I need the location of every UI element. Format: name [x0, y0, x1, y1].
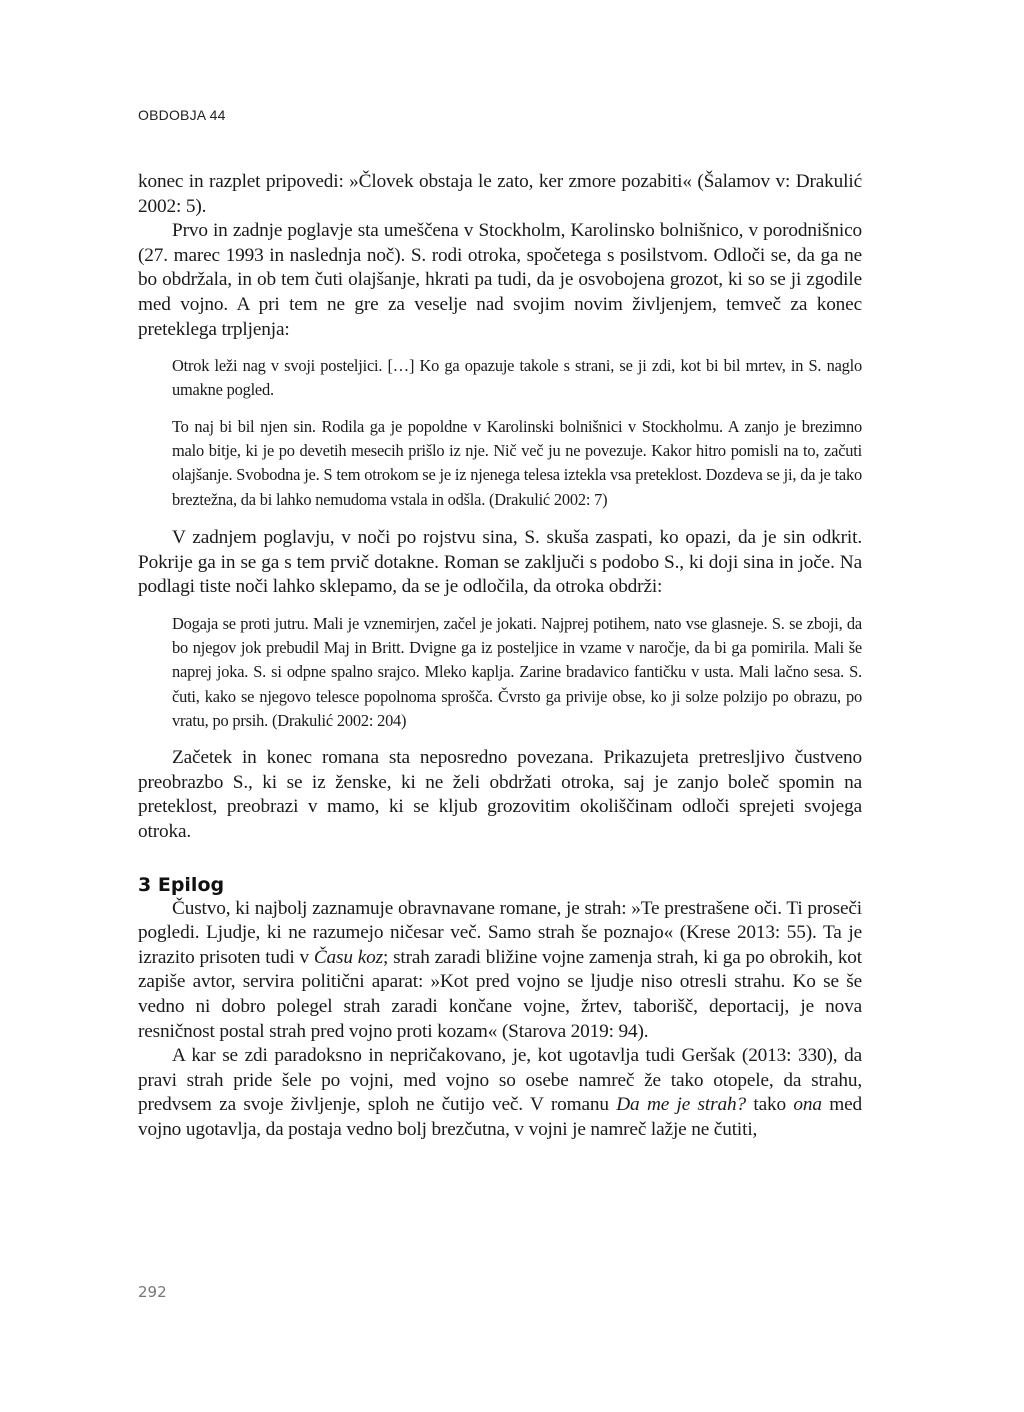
paragraph [138, 1044, 862, 1142]
paragraph-continuation: konec in razplet pripovedi: »Človek obstaja le zato, ker zmore pozabiti« (Šalamov v: Drakulić 2002: 5). [138, 171, 862, 217]
paragraph: V zadnjem poglavju, v noči po rojstvu sina, S. skuša zaspati, ko opazi, da je sin odkrit. Pokrije ga in se ga s tem prvič dotakne. Roman se zaključi s podobo S., ki doji sina in joče. Na podlagi tiste noči lahko sklepamo, da se je odločila, da otroka obdrži: [138, 526, 862, 598]
text-run: tako [745, 1094, 794, 1116]
section-heading: 3 Epilog [138, 873, 225, 896]
book-title: Času koz [313, 946, 383, 968]
text-run: ; strah zaradi bližine vojne zamenja strah, ki ga po obrokih, kot zapiše avtor, servira politični aparat: »Kot pred vojno se ljudje niso otresli strahu. Ko se še vedno ni dobro polegel strah zaradi končane vojne, žrtev, taborišč, deportacij, je nova resničnost postal strah pred vojno proti kozam« (Starova 2019: 94). [138, 946, 863, 1042]
text-run: A kar se zdi paradoksno in nepričakovano, je, kot ugotavlja tudi Geršak (2013: 330), da pravi strah pride šele po vojni, med vojno so osebe namreč že tako otopele, da strahu, predvsem za svoje življenje, sploh ne čutijo več. V romanu [138, 1045, 862, 1116]
block-quote: Dogaja se proti jutru. Mali je vznemirjen, začel je jokati. Najprej potihem, nato vse glasneje. S. se zboji, da bo njegov jok prebudil Maj in Britt. Dvigne ga iz posteljice in vzame v naročje, da bi ga pomirila. Mali še naprej joka. S. si odpne spalno srajco. Mleko kaplja. Zarine bradavico fantičku v usta. Mali lačno sesa. S. čuti, kako se njegovo telesce popolnoma sprošča. Čvrsto ga privije obse, ko ji solze polzijo po obrazu, po vratu, po prsih. (Drakulić 2002: 204) [172, 613, 862, 730]
paragraph: Prvo in zadnje poglavje sta umeščena v Stockholm, Karolinsko bolnišnico, v porodnišnico (27. marec 1993 in naslednja noč). S. rodi otroka, spočetega s posilstvom. Odloči se, da ga ne bo obdržala, in ob tem čuti olajšanje, hkrati pa tudi, da je osvobojena grozot, ki so se ji zgodile med vojno. A pri tem ne gre za veselje nad svojim novim življenjem, temveč za konec preteklega trpljenja: [138, 220, 862, 340]
emphasis: ona [793, 1094, 822, 1116]
page-body [138, 170, 862, 1143]
running-header: OBDOBJA 44 [138, 107, 226, 123]
paragraph [138, 897, 862, 1045]
book-title: Da me je strah? [616, 1094, 746, 1116]
text-run: med vojno ugotavlja, da postaja vedno bolj brezčutna, v vojni je namreč lažje ne čutiti, [138, 1094, 862, 1140]
block-quote: Otrok leži nag v svoji posteljici. […] Ko ga opazuje takole s strani, se ji zdi, kot bi bil mrtev, in S. naglo umakne pogled. [172, 356, 862, 400]
page-number: 292 [138, 1283, 167, 1301]
block-quote: To naj bi bil njen sin. Rodila ga je popoldne v Karolinski bolnišnici v Stockholmu. A zanjo je brezimno malo bitje, ki je po devetih mesecih prišlo iz nje. Nič več ju ne povezuje. Kakor hitro pomisli na to, začuti olajšanje. Svobodna je. S tem otrokom se je iz njenega telesa iztekla vsa preteklost. Dozdeva se ji, da je tako breztežna, da bi lahko nemudoma vstala in odšla. (Drakulić 2002: 7) [172, 416, 862, 509]
paragraph: Začetek in konec romana sta neposredno povezana. Prikazujeta pretresljivo čustveno preobrazbo S., ki se iz ženske, ki ne želi obdržati otroka, saj je zanjo boleč spomin na preteklost, preobrazi v mamo, ki se kljub grozovitim okoliščinam odloči sprejeti svojega otroka. [138, 747, 862, 842]
text-run: Čustvo, ki najbolj zaznamuje obravnavane romane, je strah: »Te prestrašene oči. Ti proseči pogledi. Ljudje, ki ne razumejo ničesar več. Samo strah še poznajo« (Krese 2013: 55). Ta je izrazito prisoten tudi v [138, 897, 862, 968]
